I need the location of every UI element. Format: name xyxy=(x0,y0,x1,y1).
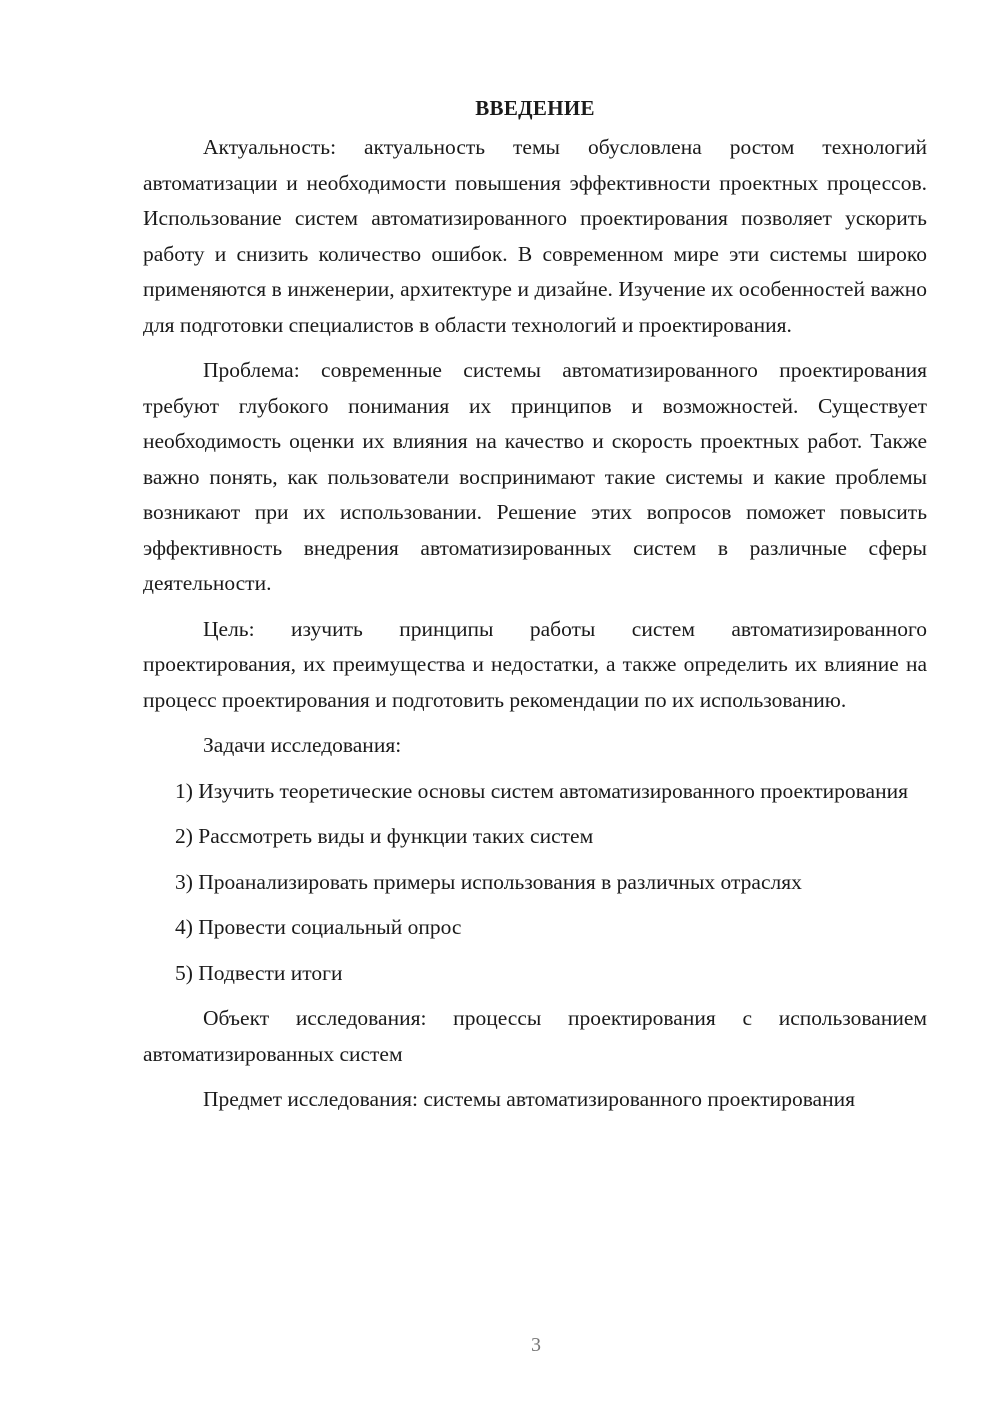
task-item: 4) Провести социальный опрос xyxy=(175,915,462,939)
problem-paragraph: Проблема: современные системы автоматизированного проектирования требуют глубокого понимания их принципов и возможностей. Существует необходимость оценки их влияния на качество и скорость проектных работ. Также важно понять, как пользователи воспринимают такие системы и какие проблемы возникают при их использовании. Решение этих вопросов поможет повысить эффективность внедрения автоматизированных систем в различные сферы деятельности. xyxy=(143,358,927,595)
task-item: 1) Изучить теоретические основы систем автоматизированного проектирования xyxy=(175,778,908,803)
tasks-title: Задачи исследования: xyxy=(203,733,402,757)
task-item: 3) Проанализировать примеры использования в различных отраслях xyxy=(175,869,802,894)
task-item: 5) Подвести итоги xyxy=(175,960,343,985)
relevance-paragraph: Актуальность: актуальность темы обусловлена ростом технологий автоматизации и необходимости повышения эффективности проектных процессов. Использование систем автоматизированного проектирования позволяет ускорить работу и снизить количество ошибок. В современном мире эти системы широко применяются в инженерии, архитектуре и дизайне. Изучение их особенностей важно для подготовки специалистов в области технологий и проектирования. xyxy=(143,135,927,337)
object-paragraph: Объект исследования: процессы проектирования с использованием автоматизированных систем xyxy=(143,1006,927,1066)
page-number: 3 xyxy=(531,1334,541,1356)
subject-paragraph: Предмет исследования: системы автоматизированного проектирования xyxy=(203,1087,856,1111)
task-item: 2) Рассмотреть виды и функции таких систем xyxy=(175,824,594,848)
goal-paragraph: Цель: изучить принципы работы систем автоматизированного проектирования, их преимущества и недостатки, а также определить их влияние на процесс проектирования и подготовить рекомендации по их использованию. xyxy=(143,616,927,712)
section-heading: ВВЕДЕНИЕ xyxy=(475,96,595,120)
page-content xyxy=(143,94,927,1128)
